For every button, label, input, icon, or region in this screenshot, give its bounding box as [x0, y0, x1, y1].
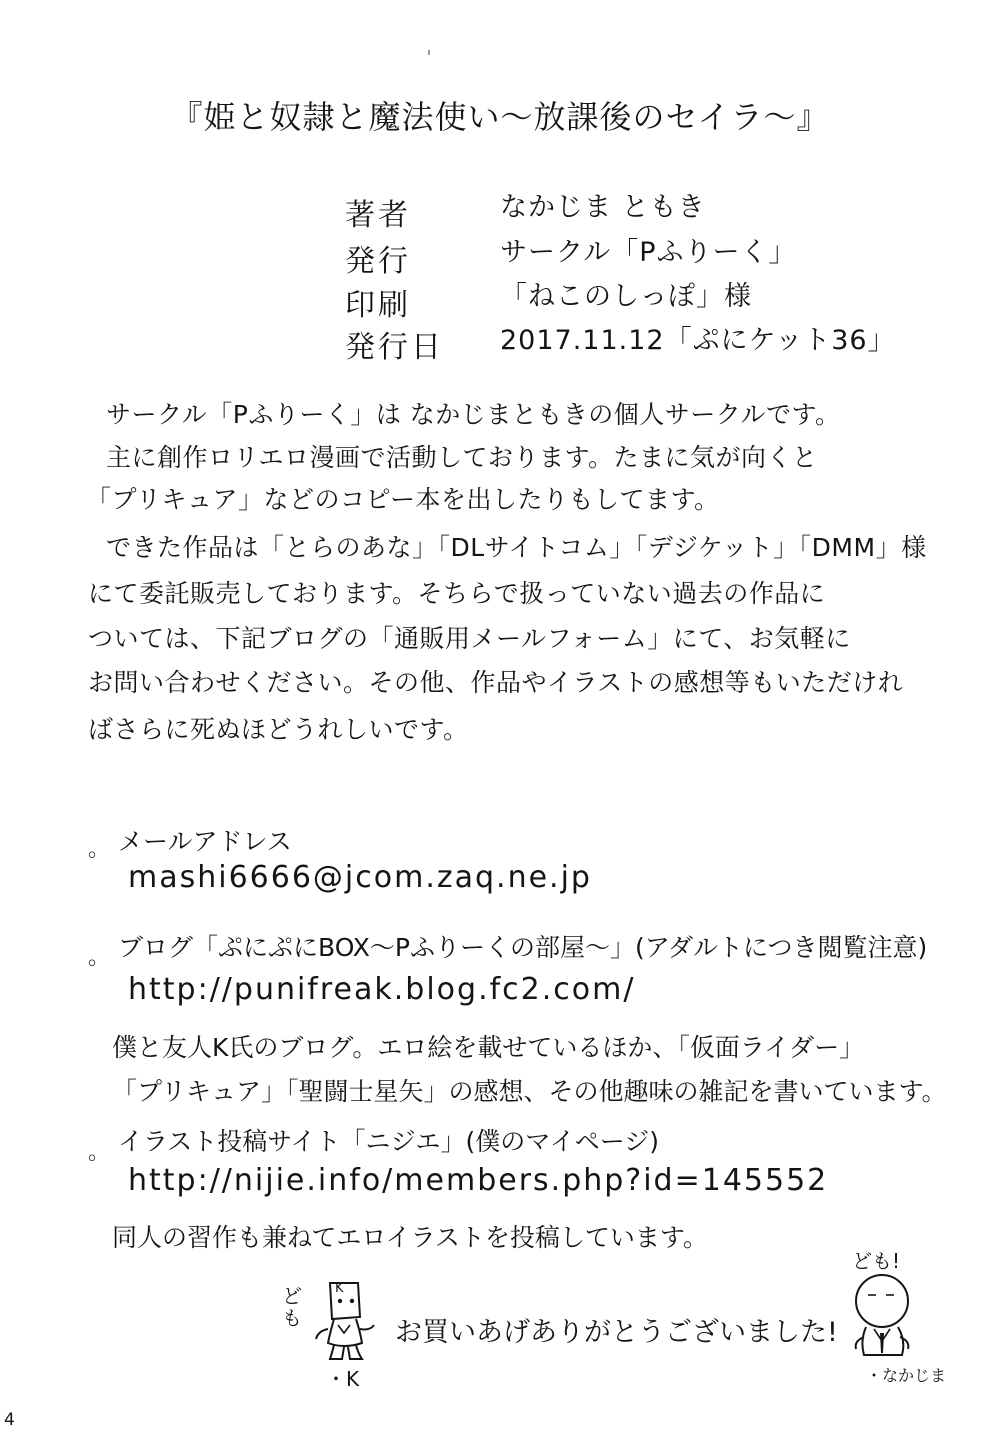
body-line: ついては、下記ブログの「通販用メールフォーム」にて、お気軽に — [88, 624, 851, 653]
nakajima-character — [840, 1245, 947, 1390]
nakajima-greeting: ども! — [852, 1249, 901, 1273]
colophon-value-date: 2017.11.12「ぷにケット36」 — [500, 325, 896, 356]
thanks-message: お買いあげありがとうございました! — [395, 1317, 838, 1348]
k-greeting: ども — [282, 1284, 302, 1330]
k-character — [282, 1275, 380, 1391]
nakajima-name: ・なかじま — [866, 1366, 947, 1385]
nijie-note: 同人の習作も兼ねてエロイラストを投稿しています。 — [112, 1223, 708, 1252]
body-line: 主に創作ロリエロ漫画で活動しております。たまに気が向くと — [106, 443, 818, 472]
page-number: 4 — [4, 1410, 15, 1430]
k-name: ・K — [326, 1367, 360, 1391]
email-heading: メールアドレス — [118, 827, 292, 856]
nijie-url: http://nijie.info/members.php?id=145552 — [128, 1163, 829, 1198]
nijie-heading: イラスト投稿サイト「ニジエ」(僕のマイページ) — [118, 1127, 660, 1156]
body-line: できた作品は「とらのあな」「DLサイトコム」「デジケット」「DMM」様 — [106, 533, 927, 562]
body-line: サークル「Pふりーく」は なかじまともきの個人サークルです。 — [106, 400, 841, 429]
bullet-mark: 。 — [88, 1140, 111, 1165]
colophon-label-date: 発行日 — [345, 330, 444, 365]
blog-url: http://punifreak.blog.fc2.com/ — [128, 972, 636, 1007]
body-line: にて委託販売しております。そちらで扱っていない過去の作品に — [88, 579, 826, 608]
colophon-label-printer: 印刷 — [345, 288, 411, 323]
blog-note: 僕と友人K氏のブログ。エロ絵を載せているほか、「仮面ライダー」 — [112, 1033, 865, 1062]
paper-smudge — [428, 50, 430, 55]
book-title: 『姫と奴隷と魔法使い～放課後のセイラ～』 — [170, 98, 830, 136]
body-line: お問い合わせください。その他、作品やイラストの感想等もいただけれ — [88, 668, 904, 697]
body-line: ばさらに死ぬほどうれしいです。 — [88, 715, 469, 744]
colophon-value-printer: 「ねこのしっぽ」様 — [500, 281, 752, 312]
email-address: mashi6666@jcom.zaq.ne.jp — [128, 860, 592, 895]
body-line: 「プリキュア」などのコピー本を出したりもしてます。 — [86, 485, 720, 514]
bullet-mark: 。 — [88, 945, 111, 970]
nakajima-character-icon — [840, 1271, 940, 1371]
colophon-label-author: 著者 — [345, 198, 411, 233]
colophon-label-publisher: 発行 — [345, 244, 411, 279]
colophon-value-publisher: サークル「Pふりーく」 — [500, 237, 797, 268]
blog-heading: ブログ「ぷにぷにBOX～Pふりーくの部屋～」(アダルトにつき閲覧注意) — [118, 933, 928, 962]
blog-note: 「プリキュア」「聖闘士星矢」の感想、その他趣味の雑記を書いています。 — [112, 1077, 947, 1106]
bullet-mark: 。 — [88, 837, 111, 862]
k-badge: K — [335, 1281, 344, 1296]
colophon-value-author: なかじま ともき — [500, 192, 706, 223]
